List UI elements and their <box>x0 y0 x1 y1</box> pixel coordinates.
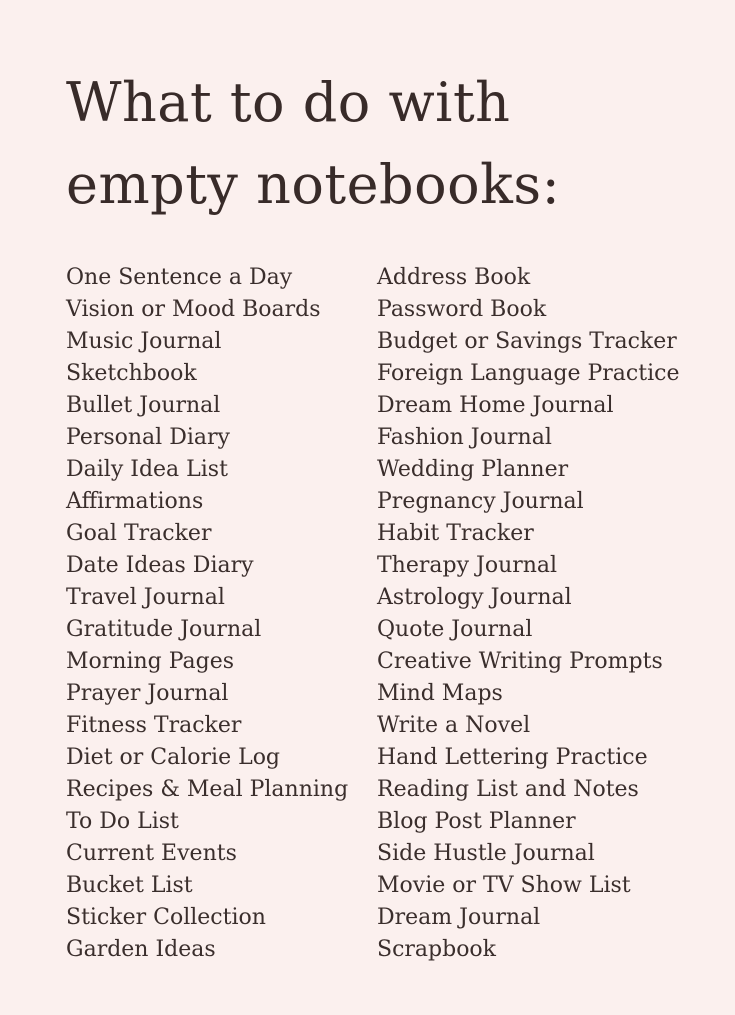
list-item: Vision or Mood Boards <box>66 297 321 322</box>
list-item: Address Book <box>377 265 531 290</box>
list-item: Side Hustle Journal <box>377 841 595 866</box>
list-item: Sticker Collection <box>66 905 266 930</box>
list-item: To Do List <box>66 809 179 834</box>
list-item: Scrapbook <box>377 937 497 962</box>
list-item: Habit Tracker <box>377 521 534 546</box>
list-item: Prayer Journal <box>66 681 229 706</box>
list-item: Mind Maps <box>377 681 503 706</box>
list-item: One Sentence a Day <box>66 265 293 290</box>
page-title <box>66 62 686 226</box>
list-item: Recipes & Meal Planning <box>66 777 349 802</box>
list-item: Goal Tracker <box>66 521 212 546</box>
list-item: Bucket List <box>66 873 193 898</box>
list-item: Astrology Journal <box>377 585 572 610</box>
list-item: Sketchbook <box>66 361 197 386</box>
list-item: Current Events <box>66 841 237 866</box>
list-item: Bullet Journal <box>66 393 221 418</box>
ideas-list-right <box>377 262 679 966</box>
list-item: Hand Lettering Practice <box>377 745 648 770</box>
list-item: Garden Ideas <box>66 937 216 962</box>
list-item: Personal Diary <box>66 425 230 450</box>
title-line-1: What to do with <box>66 71 511 134</box>
list-item: Travel Journal <box>66 585 225 610</box>
list-item: Fitness Tracker <box>66 713 242 738</box>
list-item: Movie or TV Show List <box>377 873 631 898</box>
list-item: Diet or Calorie Log <box>66 745 281 770</box>
list-item: Quote Journal <box>377 617 533 642</box>
list-item: Dream Journal <box>377 905 541 930</box>
list-item: Write a Novel <box>377 713 531 738</box>
list-item: Wedding Planner <box>377 457 569 482</box>
list-item: Fashion Journal <box>377 425 552 450</box>
list-item: Affirmations <box>66 489 204 514</box>
ideas-list-left <box>66 262 348 966</box>
list-item: Daily Idea List <box>66 457 228 482</box>
list-item: Blog Post Planner <box>377 809 576 834</box>
list-item: Therapy Journal <box>377 553 558 578</box>
list-item: Foreign Language Practice <box>377 361 680 386</box>
list-item: Gratitude Journal <box>66 617 262 642</box>
list-item: Music Journal <box>66 329 222 354</box>
list-item: Morning Pages <box>66 649 235 674</box>
list-item: Budget or Savings Tracker <box>377 329 677 354</box>
list-item: Pregnancy Journal <box>377 489 584 514</box>
list-item: Password Book <box>377 297 547 322</box>
list-item: Date Ideas Diary <box>66 553 254 578</box>
list-item: Creative Writing Prompts <box>377 649 663 674</box>
list-item: Dream Home Journal <box>377 393 614 418</box>
list-item: Reading List and Notes <box>377 777 639 802</box>
title-line-2: empty notebooks: <box>66 153 561 216</box>
